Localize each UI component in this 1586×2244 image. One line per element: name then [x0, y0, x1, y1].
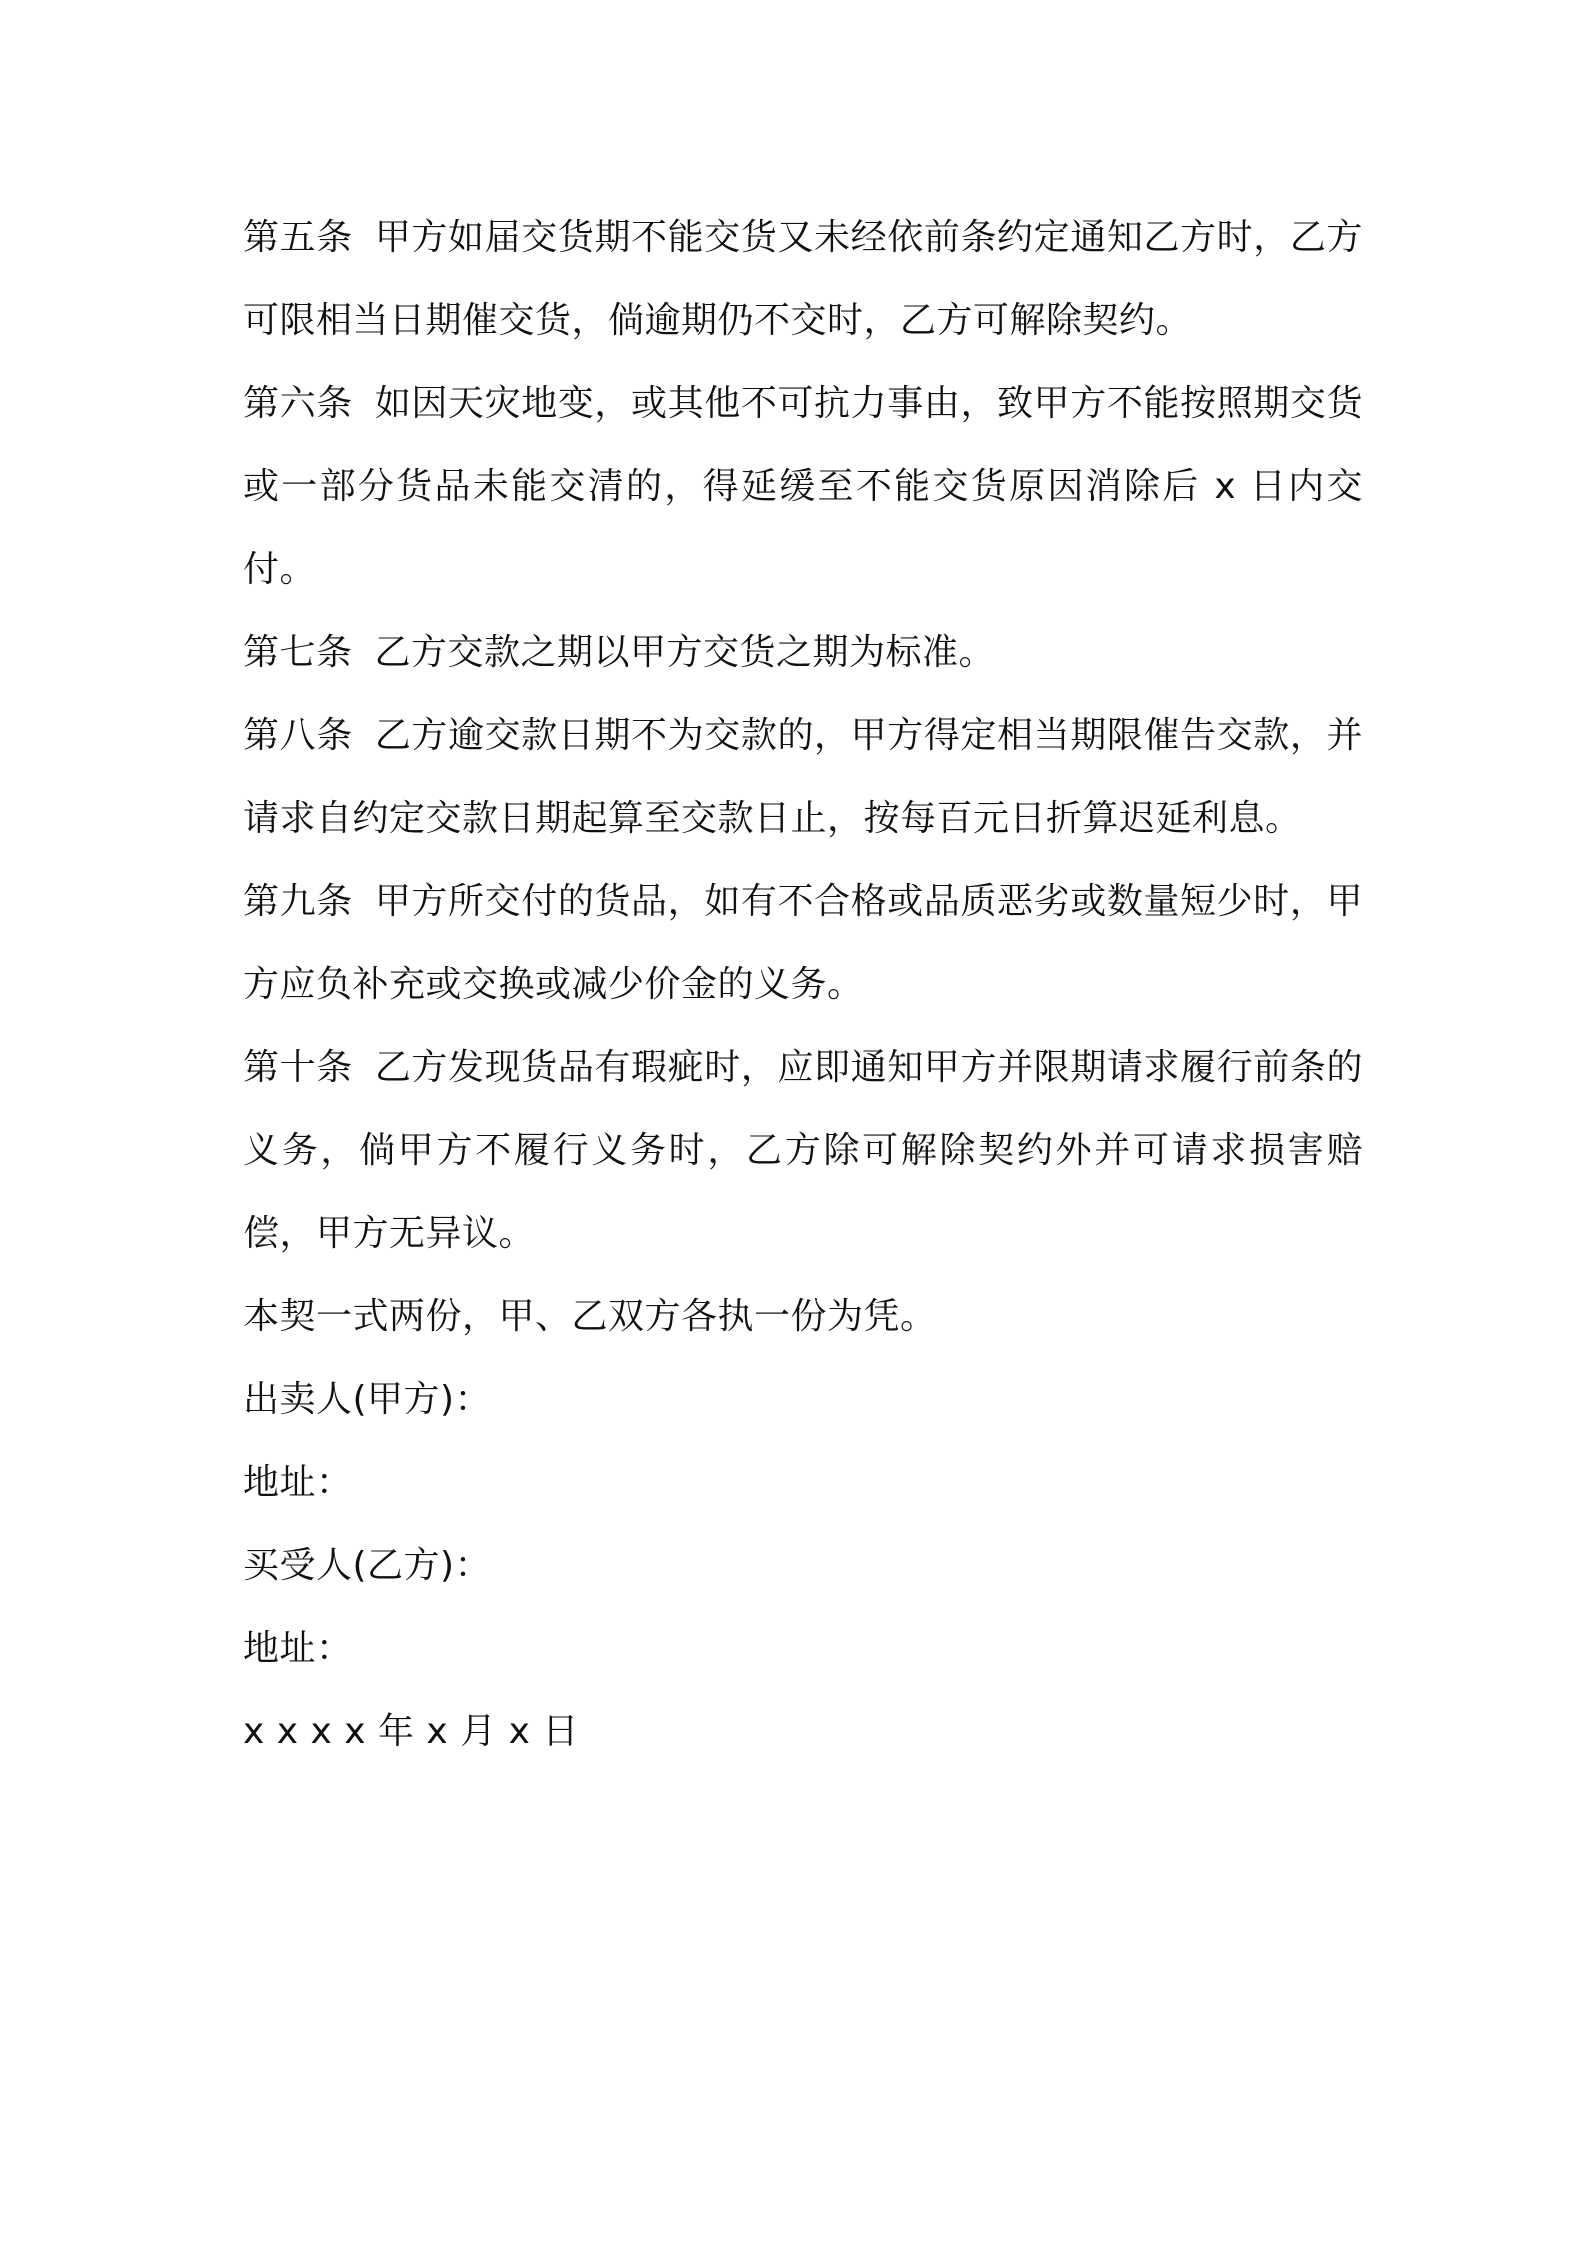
article-text: 甲方所交付的货品，如有不合格或品质恶劣或数量短少时，甲方应负补充或交换或减少价金的义务。 — [243, 881, 1363, 1005]
article-text: 甲方如届交货期不能交货又未经依前条约定通知乙方时，乙方可限相当日期催交货，倘逾期仍不交时，乙方可解除契约。 — [243, 217, 1363, 341]
buyer-address-line: 地址： — [243, 1628, 353, 1669]
seller-address-line: 地址： — [243, 1462, 353, 1503]
article-label: 第六条 — [243, 383, 353, 424]
article-7 — [243, 611, 1363, 694]
seller-line: 出卖人(甲方)： — [243, 1379, 492, 1420]
article-text: 乙方发现货品有瑕疵时，应即通知甲方并限期请求履行前条的义务，倘甲方不履行义务时，乙方除可解除契约外并可请求损害赔偿，甲方无异议。 — [243, 1047, 1363, 1254]
article-text: 乙方交款之期以甲方交货之期为标准。 — [374, 632, 996, 673]
article-8 — [243, 694, 1363, 860]
article-label: 第八条 — [243, 715, 353, 756]
article-label: 第十条 — [243, 1047, 353, 1088]
article-6 — [243, 362, 1363, 611]
article-label: 第五条 — [243, 217, 353, 258]
closing-statement: 本契一式两份，甲、乙双方各执一份为凭。 — [243, 1296, 937, 1337]
article-10 — [243, 1026, 1363, 1275]
article-label: 第七条 — [243, 632, 353, 673]
article-label: 第九条 — [243, 881, 353, 922]
contract-body — [243, 196, 1363, 1773]
article-9 — [243, 860, 1363, 1026]
article-5 — [243, 196, 1363, 362]
article-text: 如因天灾地变，或其他不可抗力事由，致甲方不能按照期交货或一部分货品未能交清的，得延缓至不能交货原因消除后 x 日内交付。 — [243, 383, 1363, 590]
article-text: 乙方逾交款日期不为交款的，甲方得定相当期限催告交款，并请求自约定交款日期起算至交款日止，按每百元日折算迟延利息。 — [243, 715, 1363, 839]
buyer-line: 买受人(乙方)： — [243, 1545, 492, 1586]
date-line: x x x x 年 x 月 x 日 — [243, 1711, 579, 1752]
